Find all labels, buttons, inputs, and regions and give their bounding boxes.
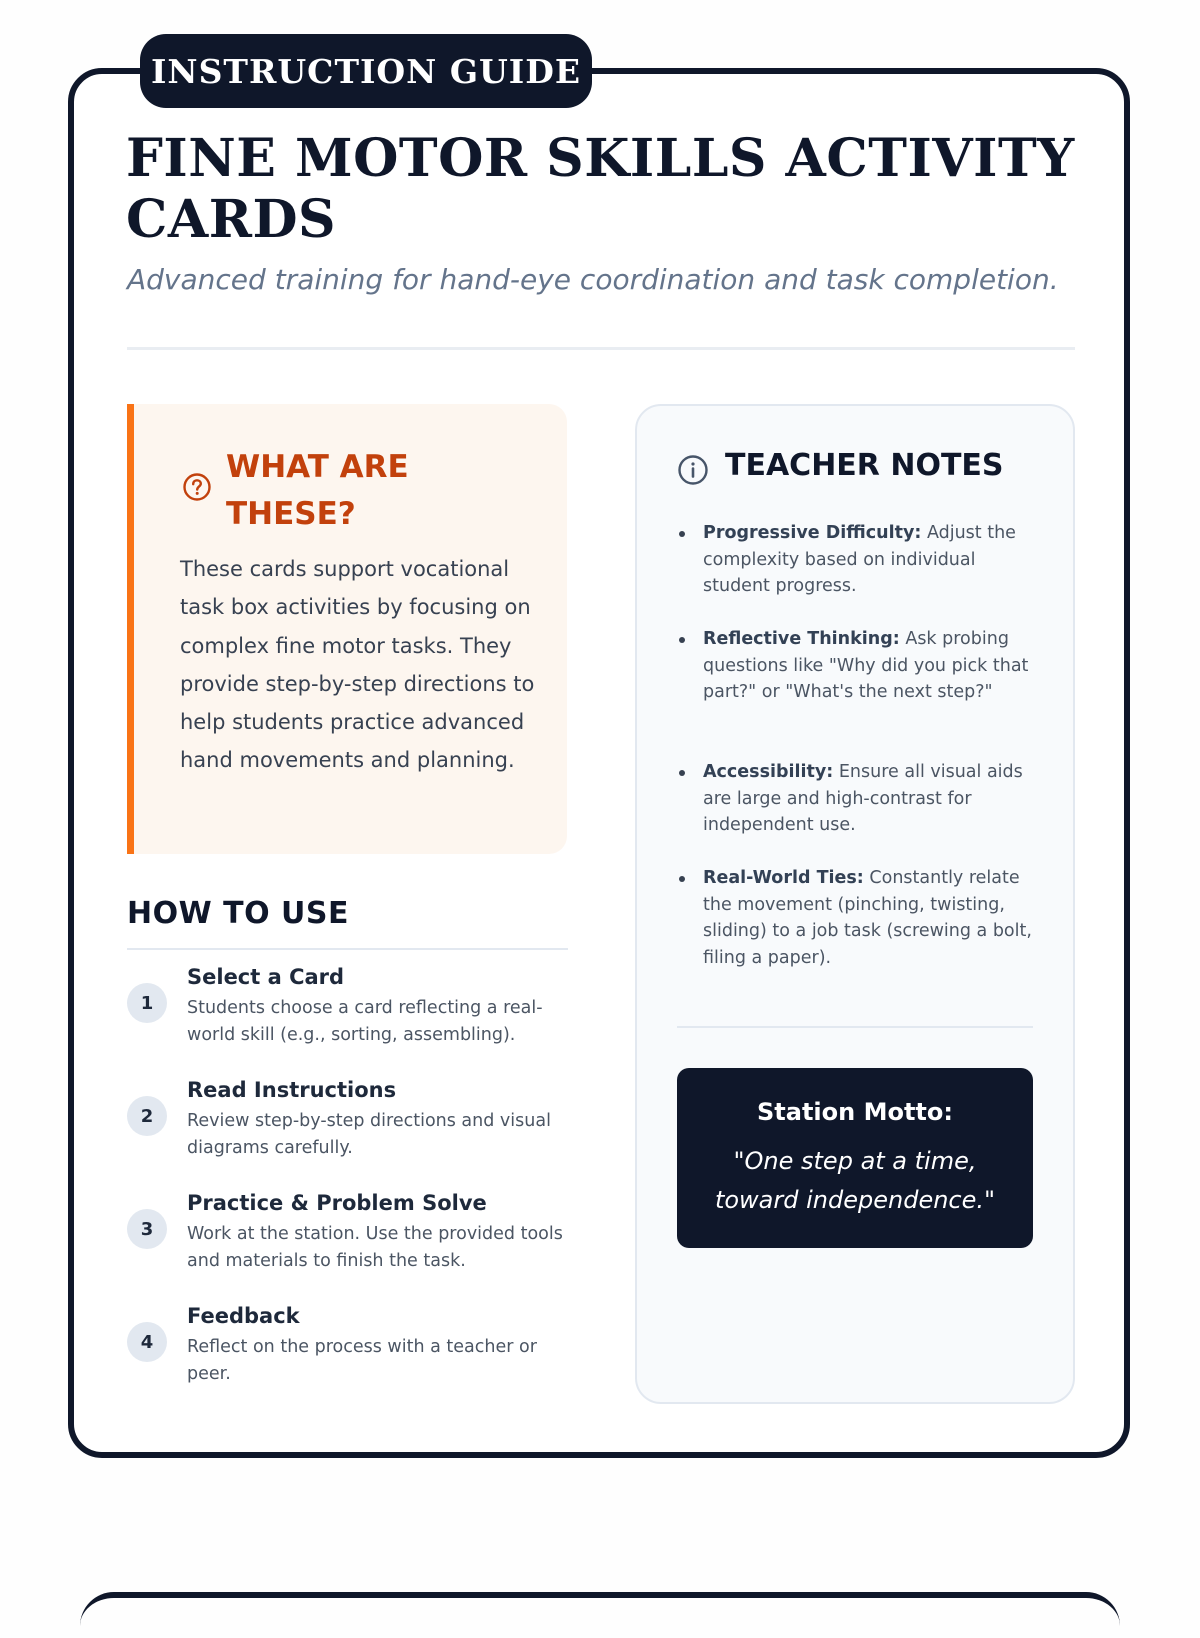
what-are-these-title: WHAT ARE THESE?	[226, 449, 409, 532]
step-number: 4	[127, 1322, 167, 1362]
page-title: FINE MOTOR SKILLS ACTIVITY CARDS	[126, 128, 1075, 250]
step-description: Students choose a card reflecting a real-world skill (e.g., sorting, assembling).	[187, 998, 543, 1045]
station-motto-box	[677, 1068, 1033, 1248]
step-number: 2	[127, 1096, 167, 1136]
step-number: 1	[127, 983, 167, 1023]
note-label: Real-World Ties:	[703, 868, 864, 888]
question-circle-icon	[182, 472, 212, 502]
notes-divider	[677, 1026, 1033, 1028]
header-divider	[127, 347, 1075, 350]
what-are-these-body: These cards support vocational task box activities by focusing on complex fine motor tasks. They provide step-by-step directions to help students practice advanced hand movements and planning.	[180, 557, 535, 773]
teacher-notes-title: TEACHER NOTES	[725, 448, 1004, 483]
step-description: Work at the station. Use the provided tools and materials to finish the task.	[187, 1224, 563, 1271]
how-to-use-heading: HOW TO USE	[127, 896, 350, 931]
note-text: Ensure all visual aids are large and high-contrast for independent use.	[703, 762, 1023, 835]
next-card-edge	[80, 1592, 1120, 1638]
note-text: Adjust the complexity based on individual student progress.	[703, 523, 1016, 596]
instruction-guide-tag: INSTRUCTION GUIDE	[140, 34, 592, 108]
motto-label: Station Motto:	[757, 1098, 953, 1126]
step-title: Practice & Problem Solve	[187, 1191, 487, 1215]
step-description: Reflect on the process with a teacher or peer.	[187, 1337, 537, 1384]
info-circle-icon	[677, 454, 709, 486]
teacher-note-item	[703, 626, 1033, 706]
step-title: Read Instructions	[187, 1078, 397, 1102]
teacher-note-item	[703, 520, 1033, 600]
note-label: Progressive Difficulty:	[703, 523, 922, 543]
teacher-note-item	[703, 865, 1033, 971]
note-label: Accessibility:	[703, 762, 834, 782]
note-text: Constantly relate the movement (pinching, twisting, sliding) to a job task (screwing a bolt, filing a paper).	[703, 868, 1032, 968]
step-description: Review step-by-step directions and visual diagrams carefully.	[187, 1111, 551, 1158]
teacher-notes-panel	[635, 404, 1075, 1404]
how-to-use-divider	[127, 948, 568, 950]
step-number: 3	[127, 1209, 167, 1249]
note-label: Reflective Thinking:	[703, 629, 900, 649]
note-text: Ask probing questions like "Why did you pick that part?" or "What's the next step?"	[703, 629, 1029, 702]
teacher-note-item	[703, 759, 1033, 839]
page-subtitle: Advanced training for hand-eye coordination and task completion.	[127, 263, 1059, 296]
motto-quote: "One step at a time, toward independence."	[714, 1147, 996, 1214]
step-title: Select a Card	[187, 965, 345, 989]
step-title: Feedback	[187, 1304, 300, 1328]
what-are-these-box	[127, 404, 567, 854]
